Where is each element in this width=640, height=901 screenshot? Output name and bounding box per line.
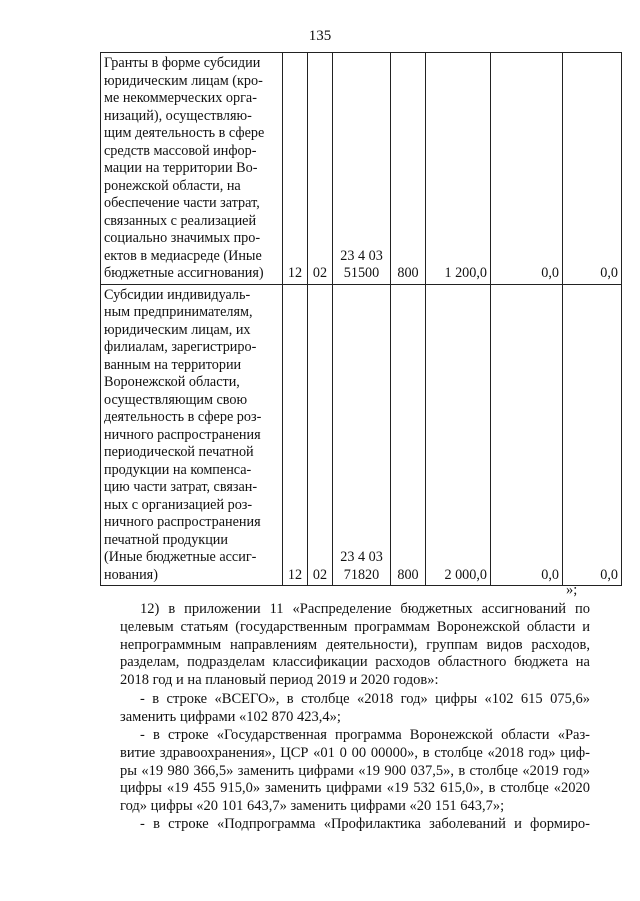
csr-code-part1: 23 4 03 <box>340 549 383 565</box>
paragraph-line: цифры «19 455 915,0» заменить цифрами «19 532 615,0», в столбце «2020 <box>120 780 590 797</box>
paragraph-line: непрограммным направлениям деятельности), группам видов расходов, <box>120 636 590 653</box>
closing-quote: »; <box>566 582 578 598</box>
description-line: ме некоммерческих орга- <box>104 90 257 106</box>
paragraph-line: - в строке «Государственная программа Воронежской области «Раз- <box>140 727 590 743</box>
razdel-cell: 02 <box>308 53 333 285</box>
table-row <box>101 284 622 586</box>
description-line: средств массовой инфор- <box>104 142 257 159</box>
csr-code-part1: 23 4 03 <box>340 247 383 264</box>
row-description <box>101 53 283 285</box>
paragraph-line: заменить цифрами «102 870 423,4»; <box>120 708 341 725</box>
paragraph-line: - в строке «ВСЕГО», в столбце «2018 год» цифры «102 615 075,6» <box>140 691 590 707</box>
description-line: продукции на компенса- <box>104 461 252 478</box>
paragraph-line: - в строке «Подпрограмма «Профилактика заболеваний и формиро- <box>140 816 590 832</box>
year1-cell: 0,0 <box>491 284 563 586</box>
description-line: цию части затрат, связан- <box>104 479 258 495</box>
description-line: Гранты в форме субсидии <box>104 55 261 71</box>
csr-code-part2: 51500 <box>343 265 380 281</box>
paragraph-line: 12) в приложении 11 «Распределение бюджетных ассигнований по <box>140 601 590 617</box>
paragraph-line: целевым статьям (государственным программам Воронежской области и <box>120 618 590 635</box>
description-line: обеспечение части затрат, <box>104 195 260 211</box>
year2-cell: 0,0 <box>563 53 622 285</box>
budget-table <box>100 52 622 586</box>
csr-cell <box>333 284 391 586</box>
description-line: юридическим лицам (кро- <box>104 72 263 89</box>
table-row <box>101 53 622 285</box>
vr-cell: 800 <box>391 284 426 586</box>
paragraph-line: ры «19 980 366,5» заменить цифрами «19 900 037,5», в столбце «2019 год» <box>120 762 590 779</box>
paragraph-line: витие здравоохранения», ЦСР «01 0 00 00000», в столбце «2018 год» циф- <box>120 744 590 761</box>
description-line: осуществляющим свою <box>104 391 248 408</box>
description-line: щим деятельность в сфере <box>104 125 265 141</box>
description-line: периодической печатной <box>104 444 254 460</box>
description-line: филиалам, зарегистриро- <box>104 339 257 355</box>
glava-cell: 12 <box>283 284 308 586</box>
paragraph-line: разделам, подразделам классификации расходов областного бюджета на <box>120 654 590 671</box>
description-line: ронежской области, на <box>104 177 241 194</box>
year1-cell: 0,0 <box>491 53 563 285</box>
description-line: социально значимых про- <box>104 230 261 246</box>
paragraph-line: год» цифры «20 101 643,7» заменить цифрами «20 151 643,7»; <box>120 798 505 815</box>
page-number: 135 <box>308 28 332 44</box>
paragraph-line: 2018 год и на плановый период 2019 и 2020 годов»: <box>120 672 439 689</box>
description-line: печатной продукции <box>104 531 228 548</box>
vr-cell: 800 <box>391 53 426 285</box>
description-line: (Иные бюджетные ассиг- <box>104 549 257 565</box>
sum-cell: 2 000,0 <box>426 284 491 586</box>
row-description <box>101 284 283 586</box>
description-line: деятельность в сфере роз- <box>104 409 262 425</box>
description-line: низаций), осуществляю- <box>104 107 252 124</box>
razdel-cell: 02 <box>308 284 333 586</box>
description-line: нования) <box>104 566 158 583</box>
description-line: бюджетные ассигнования) <box>104 265 264 281</box>
description-line: Субсидии индивидуаль- <box>104 286 251 303</box>
bullet-health-program <box>120 727 590 816</box>
bullet-total <box>120 691 590 727</box>
sum-cell: 1 200,0 <box>426 53 491 285</box>
description-line: Воронежской области, <box>104 374 240 390</box>
glava-cell: 12 <box>283 53 308 285</box>
description-line: ектов в медиасреде (Иные <box>104 247 262 264</box>
description-line: ных с организацией роз- <box>104 496 253 513</box>
description-line: ничного распространения <box>104 514 261 530</box>
paragraph-12 <box>120 601 590 690</box>
description-line: связанных с реализацией <box>104 212 257 229</box>
csr-cell <box>333 53 391 285</box>
description-line: юридическим лицам, их <box>104 321 251 338</box>
description-line: мации на территории Во- <box>104 160 258 176</box>
bullet-subprogram <box>120 816 590 834</box>
year2-cell: 0,0 <box>563 284 622 586</box>
description-line: ным предпринимателям, <box>104 304 253 320</box>
description-line: ничного распространения <box>104 426 261 443</box>
description-line: ванным на территории <box>104 356 242 373</box>
csr-code-part2: 71820 <box>343 566 380 583</box>
